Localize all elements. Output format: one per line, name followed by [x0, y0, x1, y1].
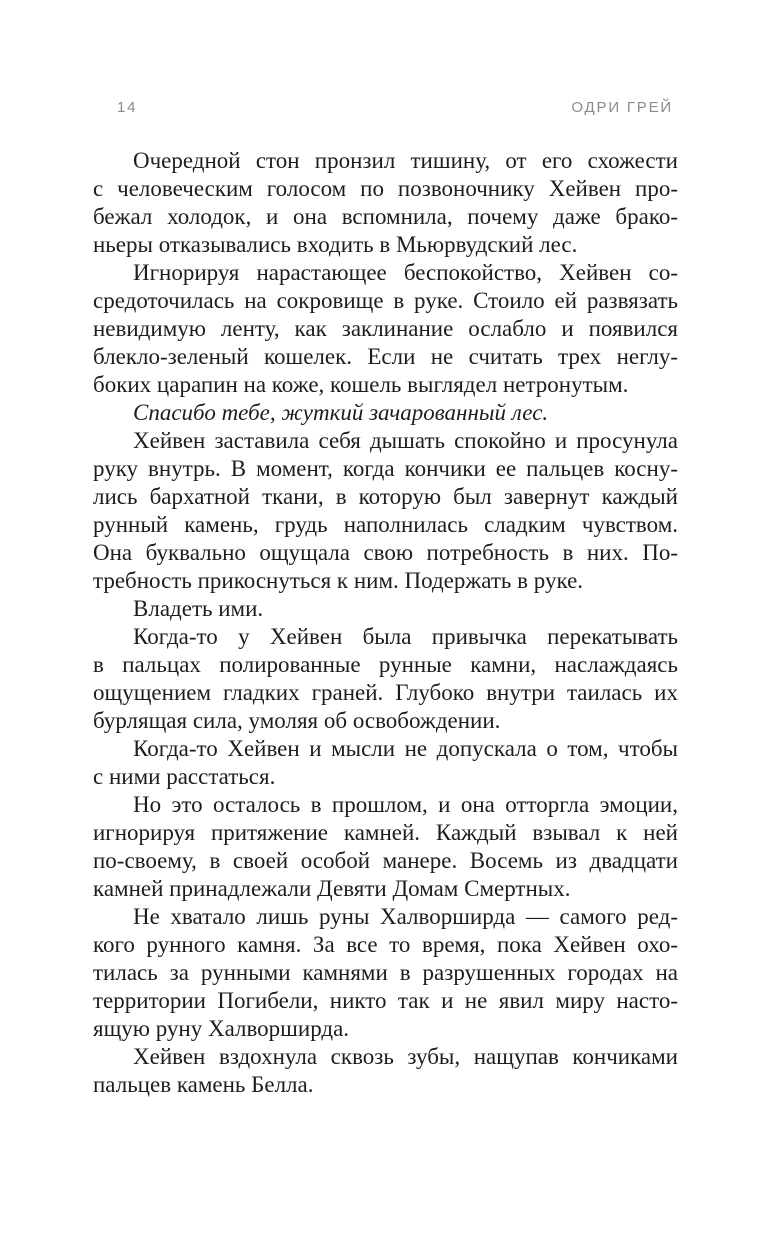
- paragraph: [93, 427, 678, 595]
- text-line: Она буквально ощущала свою потребность в них. По-: [93, 540, 678, 565]
- text-line: пальцев камень Белла.: [93, 1072, 314, 1097]
- text-line: Хейвен заставила себя дышать спокойно и просунула: [133, 428, 678, 453]
- paragraph: [93, 259, 678, 399]
- text-block: [93, 147, 678, 1099]
- text-line: кого рунного камня. За все то время, пока Хейвен охо-: [93, 932, 678, 957]
- paragraph: [93, 147, 678, 259]
- text-line: тилась за рунными камнями в разрушенных городах на: [93, 960, 678, 985]
- text-line: бежал холодок, и она вспомнила, почему даже брако-: [93, 204, 678, 229]
- paragraph: [93, 903, 678, 1043]
- paragraph: [93, 623, 678, 735]
- paragraph: [93, 399, 678, 427]
- text-line: средоточилась на сокровище в руке. Стоило ей развязать: [93, 288, 678, 313]
- text-line: Когда-то Хейвен и мысли не допускала о том, чтобы: [133, 736, 678, 761]
- text-line: по-своему, в своей особой манере. Восемь из двадцати: [93, 848, 678, 873]
- text-line: Когда-то у Хейвен была привычка перекатывать: [133, 624, 678, 649]
- text-line: блекло-зеленый кошелек. Если не считать трех неглу-: [93, 344, 678, 369]
- page-header: [117, 99, 673, 116]
- text-line: Хейвен вздохнула сквозь зубы, нащупав кончиками: [133, 1044, 678, 1069]
- text-line: невидимую ленту, как заклинание ослабло и появился: [93, 316, 678, 341]
- paragraph: [93, 1043, 678, 1099]
- text-line: Не хватало лишь руны Халворширда — самого ред-: [133, 904, 678, 929]
- text-line: требность прикоснуться к ним. Подержать в руке.: [93, 568, 584, 593]
- running-title-author: ОДРИ ГРЕЙ: [571, 99, 673, 116]
- text-line: территории Погибели, никто так и не явил миру насто-: [93, 988, 678, 1013]
- text-line: Очередной стон пронзил тишину, от его схожести: [133, 148, 678, 173]
- paragraph: [93, 735, 678, 791]
- text-line: с человеческим голосом по позвоночнику Хейвен про-: [93, 176, 678, 201]
- text-line: Игнорируя нарастающее беспокойство, Хейвен со-: [133, 260, 678, 285]
- text-line: камней принадлежали Девяти Домам Смертных.: [93, 876, 571, 901]
- page-number: 14: [117, 99, 138, 116]
- text-line: боких царапин на коже, кошель выглядел нетронутым.: [93, 372, 629, 397]
- text-line: руку внутрь. В момент, когда кончики ее пальцев косну-: [93, 456, 678, 481]
- text-line: игнорируя притяжение камней. Каждый взывал к ней: [93, 820, 678, 845]
- text-line: Владеть ими.: [133, 596, 264, 621]
- text-line: рунный камень, грудь наполнилась сладким чувством.: [93, 512, 678, 537]
- text-line: ящую руну Халворширда.: [93, 1016, 350, 1041]
- text-line: лись бархатной ткани, в которую был завернут каждый: [93, 484, 678, 509]
- text-line: в пальцах полированные рунные камни, наслаждаясь: [93, 652, 678, 677]
- text-line: Но это осталось в прошлом, и она отторгла эмоции,: [133, 792, 678, 817]
- text-line: Спасибо тебе, жуткий зачарованный лес.: [133, 400, 549, 425]
- text-line: ньеры отказывались входить в Мьюрвудский лес.: [93, 232, 578, 257]
- text-line: ощущением гладких граней. Глубоко внутри таилась их: [93, 680, 678, 705]
- paragraph: [93, 791, 678, 903]
- text-line: бурлящая сила, умоляя об освобождении.: [93, 708, 501, 733]
- paragraph: [93, 595, 678, 623]
- text-line: с ними расстаться.: [93, 764, 276, 789]
